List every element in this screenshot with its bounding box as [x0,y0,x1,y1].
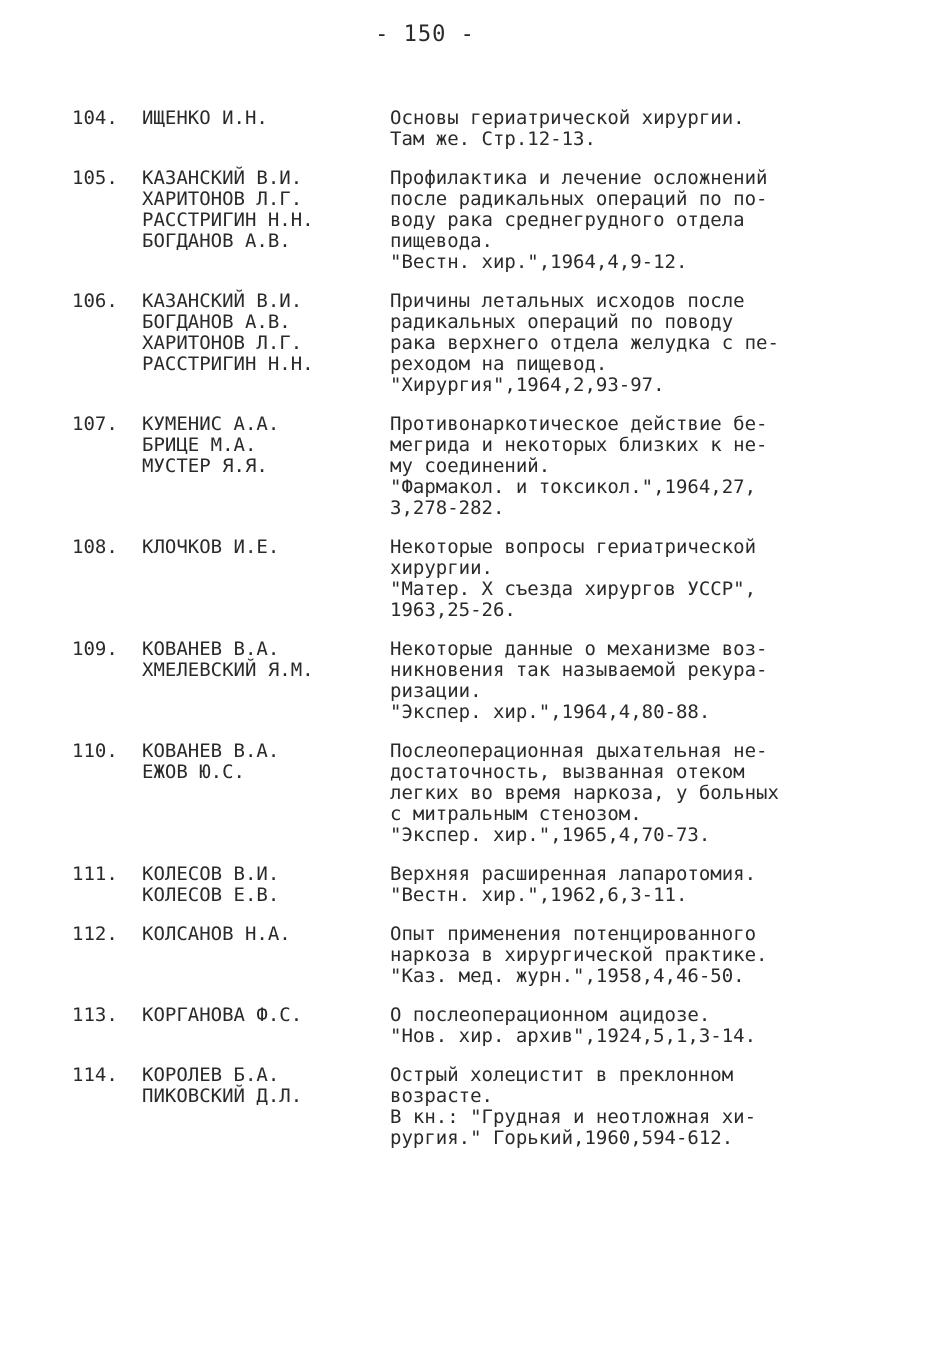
citation-line: "Экспер. хир.",1964,4,80-88. [390,701,711,723]
citation-line: реходом на пищевод. [390,353,608,375]
entry-authors [142,741,390,846]
citation-line: наркоза в хирургической практике. [390,944,768,966]
citation-line: 3,278-282. [390,497,505,519]
bibliography-entry [72,741,872,846]
bibliography-entry [72,168,872,273]
citation-line: Некоторые данные о механизме воз- [390,638,768,660]
author-name: КАЗАНСКИЙ В.И. [142,167,303,189]
entry-number: 114. [72,1064,118,1086]
entry-number: 105. [72,167,118,189]
entry-authors [142,924,390,987]
citation-line: Основы гериатрической хирургии. [390,107,745,129]
entry-number: 111. [72,863,118,885]
bibliography-entry [72,924,872,987]
author-name: КОРОЛЕВ Б.А. [142,1064,280,1086]
citation-line: 1963,25-26. [390,599,516,621]
citation-line: достаточность, вызванная отеком [390,761,745,783]
bibliography-list [72,108,872,1167]
citation-line: "Фармакол. и токсикол.",1964,27, [390,476,757,498]
author-name: ХМЕЛЕВСКИЙ Я.М. [142,659,314,681]
entry-citation [390,639,870,723]
author-name: РАССТРИГИН Н.Н. [142,209,314,231]
citation-line: рургия." Горький,1960,594-612. [390,1127,734,1149]
bibliography-entry [72,1005,872,1047]
author-name: КЛОЧКОВ И.Е. [142,536,280,558]
author-name: БОГДАНОВ А.В. [142,311,291,333]
entry-authors [142,291,390,396]
bibliography-entry [72,108,872,150]
entry-authors [142,639,390,723]
entry-number: 113. [72,1004,118,1026]
citation-line: Опыт применения потенцированного [390,923,757,945]
page-number: - 150 - [375,22,475,47]
citation-line: "Матер. X съезда хирургов УССР", [390,578,757,600]
entry-citation [390,1065,870,1149]
entry-authors [142,537,390,621]
author-name: КОВАНЕВ В.А. [142,638,280,660]
citation-line: никновения так называемой рекура- [390,659,768,681]
citation-line: "Нов. хир. архив",1924,5,1,3-14. [390,1025,757,1047]
entry-citation [390,414,870,519]
citation-line: Профилактика и лечение осложнений [390,167,768,189]
author-name: ХАРИТОНОВ Л.Г. [142,188,303,210]
citation-line: му соединений. [390,455,551,477]
citation-line: мегрида и некоторых близких к не- [390,434,768,456]
citation-line: Причины летальных исходов после [390,290,745,312]
author-name: КАЗАНСКИЙ В.И. [142,290,303,312]
entry-number: 107. [72,413,118,435]
citation-line: воду рака среднегрудного отдела [390,209,745,231]
citation-line: пищевода. [390,230,493,252]
author-name: БРИЦЕ М.А. [142,434,257,456]
entry-number: 106. [72,290,118,312]
entry-number: 109. [72,638,118,660]
bibliography-entry [72,414,872,519]
author-name: КОЛСАНОВ Н.А. [142,923,291,945]
bibliography-entry [72,537,872,621]
entry-number: 112. [72,923,118,945]
entry-authors [142,414,390,519]
author-name: ХАРИТОНОВ Л.Г. [142,332,303,354]
citation-line: радикальных операций по поводу [390,311,734,333]
citation-line: ризации. [390,680,482,702]
bibliography-entry [72,291,872,396]
citation-line: "Хирургия",1964,2,93-97. [390,374,665,396]
author-name: МУСТЕР Я.Я. [142,455,268,477]
author-name: КОРГАНОВА Ф.С. [142,1004,303,1026]
author-name: КОЛЕСОВ В.И. [142,863,280,885]
bibliography-entry [72,1065,872,1149]
author-name: ИЩЕНКО И.Н. [142,107,268,129]
citation-line: "Вестн. хир.",1962,6,3-11. [390,884,688,906]
entry-citation [390,537,870,621]
citation-line: Верхняя расширенная лапаротомия. [390,863,757,885]
entry-citation [390,108,870,150]
entry-number: 110. [72,740,118,762]
citation-line: рака верхнего отдела желудка с пе- [390,332,779,354]
entry-citation [390,924,870,987]
entry-citation [390,291,870,396]
citation-line: после радикальных операций по по- [390,188,768,210]
entry-citation [390,741,870,846]
citation-line: "Каз. мед. журн.",1958,4,46-50. [390,965,745,987]
citation-line: Некоторые вопросы гериатрической [390,536,757,558]
citation-line: Послеоперационная дыхательная не- [390,740,768,762]
citation-line: Противонаркотическое действие бе- [390,413,768,435]
citation-line: Острый холецистит в преклонном [390,1064,734,1086]
citation-line: В кн.: "Грудная и неотложная хи- [390,1106,757,1128]
citation-line: О послеоперационном ацидозе. [390,1004,711,1026]
entry-number: 108. [72,536,118,558]
citation-line: с митральным стенозом. [390,803,642,825]
bibliography-entry [72,864,872,906]
citation-line: легких во время наркоза, у больных [390,782,779,804]
entry-authors [142,108,390,150]
author-name: КОВАНЕВ В.А. [142,740,280,762]
author-name: КУМЕНИС А.А. [142,413,280,435]
citation-line: Там же. Стр.12-13. [390,128,596,150]
citation-line: "Экспер. хир.",1965,4,70-73. [390,824,711,846]
citation-line: возрасте. [390,1085,493,1107]
entry-citation [390,168,870,273]
entry-authors [142,168,390,273]
author-name: РАССТРИГИН Н.Н. [142,353,314,375]
entry-authors [142,1065,390,1149]
entry-number: 104. [72,107,118,129]
citation-line: хирургии. [390,557,493,579]
citation-line: "Вестн. хир.",1964,4,9-12. [390,251,688,273]
entry-citation [390,864,870,906]
bibliography-entry [72,639,872,723]
entry-authors [142,864,390,906]
entry-authors [142,1005,390,1047]
author-name: БОГДАНОВ А.В. [142,230,291,252]
author-name: ЕЖОВ Ю.С. [142,761,245,783]
entry-citation [390,1005,870,1047]
author-name: ПИКОВСКИЙ Д.Л. [142,1085,303,1107]
author-name: КОЛЕСОВ Е.В. [142,884,280,906]
